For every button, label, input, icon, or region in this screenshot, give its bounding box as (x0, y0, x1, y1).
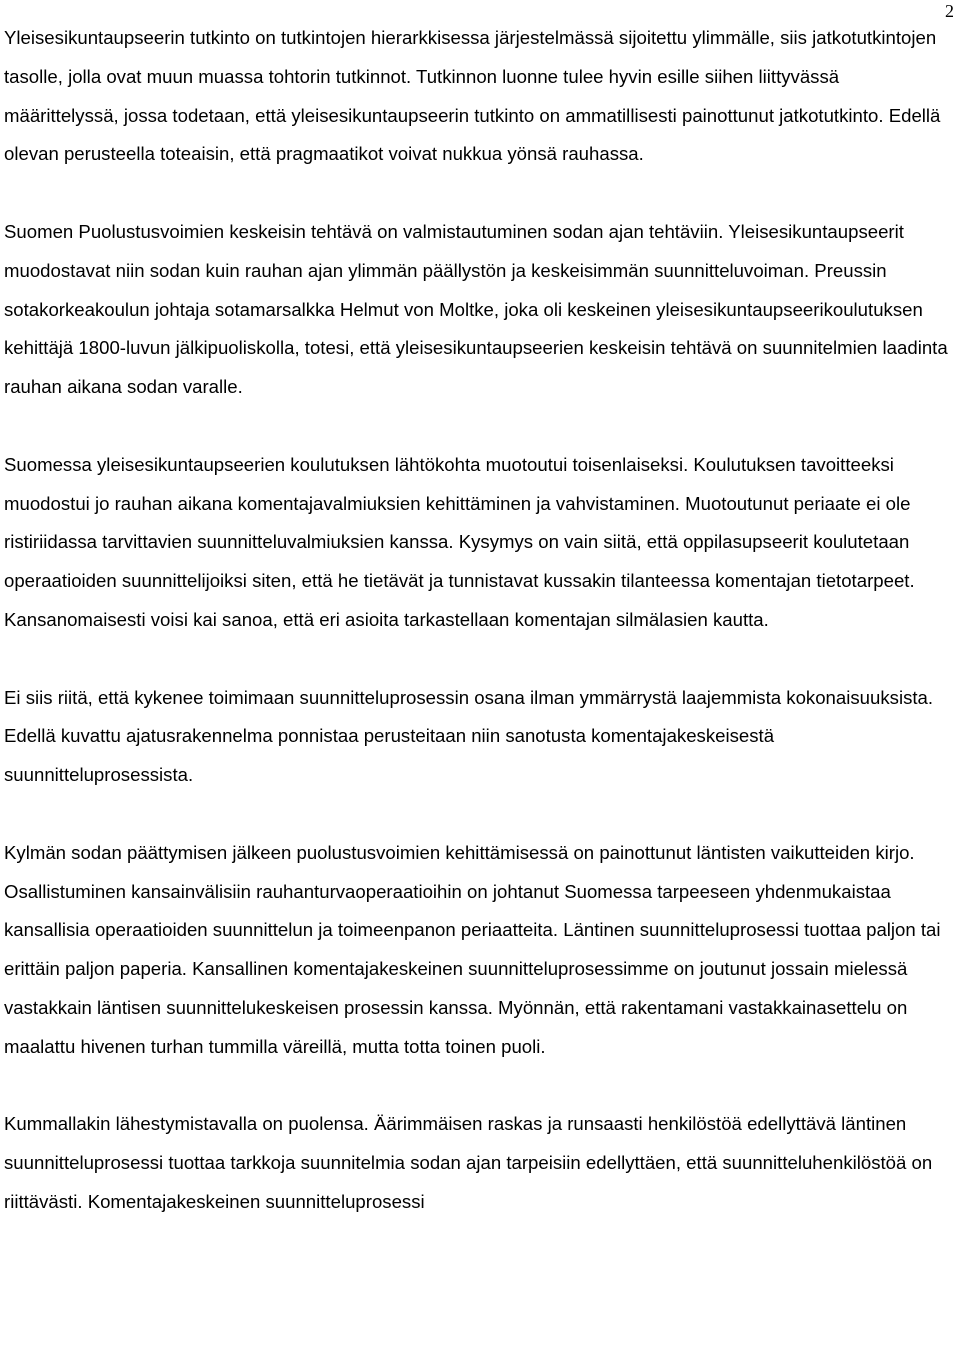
document-body (4, 19, 954, 1222)
page-number: 2 (945, 1, 954, 21)
paragraph-3: Suomessa yleisesikuntaupseerien koulutuksen lähtökohta muotoutui toisenlaiseksi. Koulutuksen tavoitteeksi muodostui jo rauhan aikana komentajavalmiuksien kehittäminen ja vahvistaminen. Muotoutunut periaate ei ole ristiriidassa tarvittavien suunnitteluvalmiuksien kanssa. Kysymys on vain siitä, että oppilasupseerit koulutetaan operaatioiden suunnittelijoiksi siten, että he tietävät ja tunnistavat kussakin tilanteessa komentajan tietotarpeet. Kansanomaisesti voisi kai sanoa, että eri asioita tarkastellaan komentajan silmälasien kautta. (4, 453, 915, 630)
paragraph-1: Yleisesikuntaupseerin tutkinto on tutkintojen hierarkkisessa järjestelmässä sijoitettu ylimmälle, siis jatkotutkintojen tasolle, jolla ovat muun muassa tohtorin tutkinnot. Tutkinnon luonne tulee hyvin esille siihen liittyvässä määrittelyssä, jossa todetaan, että yleisesikuntaupseerin tutkinto on ammatillisesti painottunut jatkotutkinto. Edellä olevan perusteella toteaisin, että pragmaatikot voivat nukkua yönsä rauhassa. (4, 27, 941, 165)
paragraph-6: Kummallakin lähestymistavalla on puolensa. Äärimmäisen raskas ja runsaasti henkilöstöä edellyttävä läntinen suunnitteluprosessi tuottaa tarkkoja suunnitelmia sodan ajan tarpeisiin edellyttäen, että suunnitteluhenkilöstöä on riittävästi. Komentajakeskeinen suunnitteluprosessi (4, 1113, 933, 1212)
paragraph-4: Ei siis riitä, että kykenee toimimaan suunnitteluprosessin osana ilman ymmärrystä laajemmista kokonaisuuksista. Edellä kuvattu ajatusrakennelma ponnistaa perusteitaan niin sanotusta komentajakeskeisestä suunnitteluprosessista. (4, 686, 934, 786)
paragraph-5: Kylmän sodan päättymisen jälkeen puolustusvoimien kehittämisessä on painottunut läntisten vaikutteiden kirjo. Osallistuminen kansainvälisiin rauhanturvaoperaatioihin on johtanut Suomessa tarpeeseen yhdenmukaistaa kansallisia operaatioiden suunnittelun ja toimeenpanon periaatteita. Läntinen suunnitteluprosessi tuottaa paljon tai erittäin paljon paperia. Kansallinen komentajakeskeinen suunnitteluprosessimme on joutunut jossain mielessä vastakkain läntisen suunnittelukeskeisen prosessin kanssa. Myönnän, että rakentamani vastakkainasettelu on maalattu hivenen turhan tummilla väreillä, mutta totta toinen puoli. (4, 841, 941, 1057)
paragraph-2: Suomen Puolustusvoimien keskeisin tehtävä on valmistautuminen sodan ajan tehtäviin. Yleisesikuntaupseerit muodostavat niin sodan kuin rauhan ajan ylimmän päällystön ja keskeisimmän suunnitteluvoiman. Preussin sotakorkeakoulun johtaja sotamarsalkka Helmut von Moltke, joka oli keskeinen yleisesikuntaupseerikoulutuksen kehittäjä 1800-luvun jälkipuoliskolla, totesi, että yleisesikuntaupseerien keskeisin tehtävä on suunnitelmien laadinta rauhan aikana sodan varalle. (4, 220, 948, 398)
